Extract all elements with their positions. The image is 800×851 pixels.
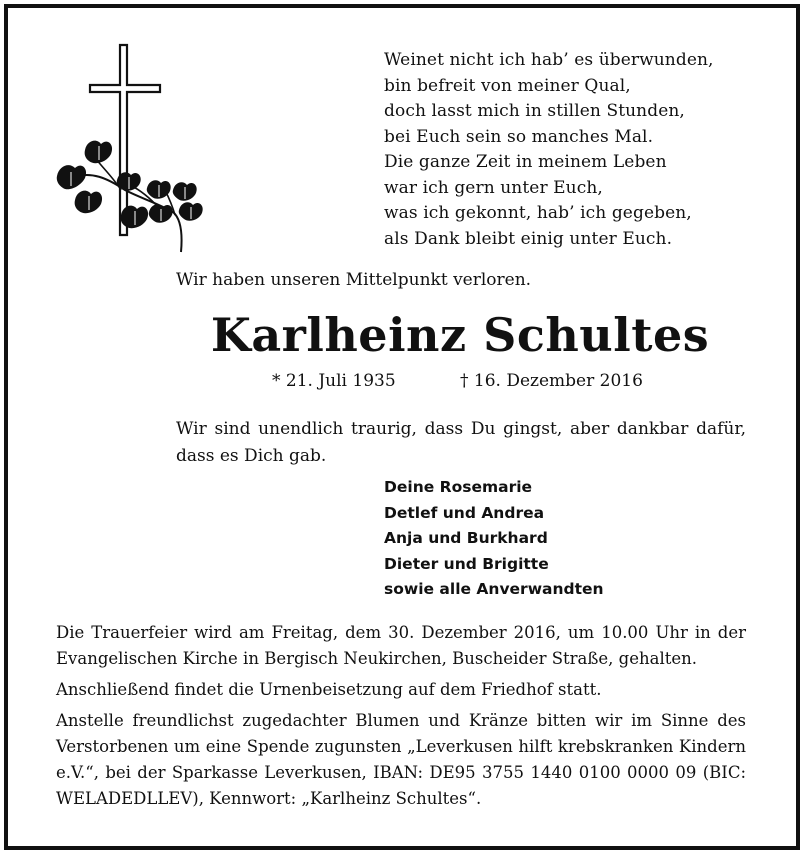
poem-line: doch lasst mich in stillen Stunden, (384, 101, 685, 121)
poem-line: Die ganze Zeit in meinem Leben (384, 152, 667, 172)
poem (384, 48, 714, 252)
cross-with-ivy-icon (55, 40, 205, 255)
poem-line: als Dank bleibt einig unter Euch. (384, 228, 673, 249)
birth-date: * 21. Juli 1935 (272, 371, 396, 391)
family-member: Detlef und Andrea (384, 503, 545, 522)
poem-line: bin befreit von meiner Qual, (384, 75, 631, 96)
donation-info: Anstelle freundlichst zugedachter Blumen und Kränze bitten wir im Sinne des Verstorbenen um eine Spende zugunsten „Leverkusen hilft krebskranken Kindern e.V.“, bei der Sparkasse Leverkusen, IBAN: DE95 3755 1440 0100 0000 09 (BIC: WELADEDLLEV), Kennwort: „Karlheinz Schultes“. (56, 711, 746, 808)
condolence-message: Wir sind unendlich traurig, dass Du gingst, aber dankbar dafür, dass es Dich gab. (176, 419, 746, 466)
deceased-name: Karlheinz Schultes (210, 308, 710, 362)
lead-text: Wir haben unseren Mittelpunkt verloren. (176, 270, 532, 290)
service-details (56, 620, 746, 817)
family-member: Anja und Burkhard (384, 529, 548, 547)
poem-line: was ich gekonnt, hab’ ich gegeben, (384, 203, 692, 223)
funeral-info: Die Trauerfeier wird am Freitag, dem 30. Dezember 2016, um 10.00 Uhr in der Evangelischen Kirche in Bergisch Neukirchen, Buscheider Straße, gehalten. (56, 623, 746, 668)
family-member: Deine Rosemarie (384, 478, 533, 496)
death-date: † 16. Dezember 2016 (460, 371, 643, 391)
family-member: Dieter und Brigitte (384, 554, 549, 573)
burial-info: Anschließend findet die Urnenbeisetzung auf dem Friedhof statt. (56, 680, 602, 699)
poem-line: Weinet nicht ich hab’ es überwunden, (384, 50, 714, 70)
family-list (384, 475, 604, 603)
family-member: sowie alle Anverwandten (384, 580, 604, 598)
poem-line: bei Euch sein so manches Mal. (384, 126, 654, 147)
poem-line: war ich gern unter Euch, (384, 177, 603, 198)
